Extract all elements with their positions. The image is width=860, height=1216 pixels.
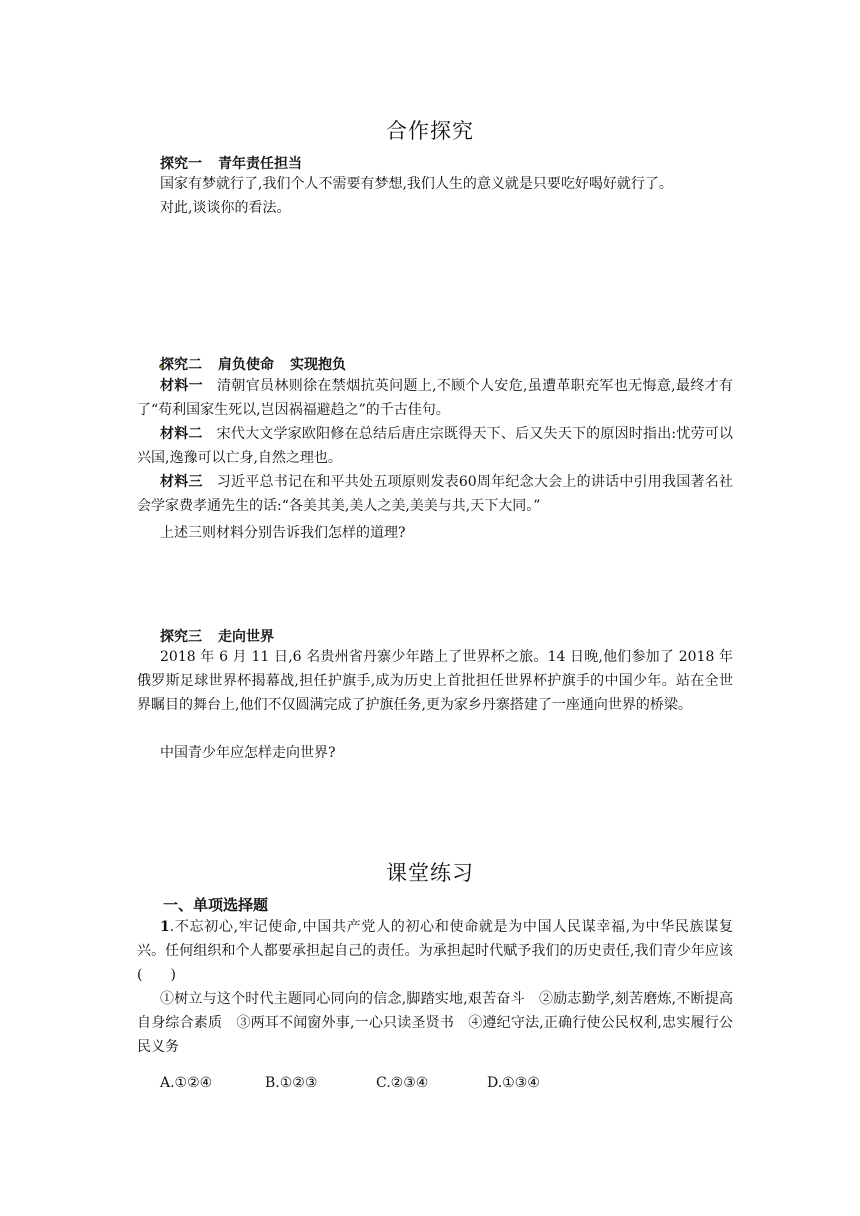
- inquiry2-heading: [160, 354, 346, 374]
- question-1-text: .不忘初心,牢记使命,中国共产党人的初心和使命就是为中国人民谋幸福,为中华民族谋复兴。任何组织和个人都要承担起自己的责任。为承担起时代赋予我们的历史责任,我们青少年应该( ): [137, 919, 733, 983]
- material-3-label: 材料三: [160, 474, 203, 490]
- material-2-label: 材料二: [160, 426, 203, 442]
- inquiry2-label: 探究二: [160, 357, 202, 373]
- question-1-statements: ①树立与这个时代主题同心同向的信念,脚踏实地,艰苦奋斗 ②励志勤学,刻苦磨炼,不断提高自身综合素质 ③两耳不闻窗外事,一心只读圣贤书 ④遵纪守法,正确行使公民权利,忠实履行公民义务: [137, 991, 733, 1055]
- inquiry1-text: 国家有梦就行了,我们个人不需要有梦想,我们人生的意义就是只要吃好喝好就行了。: [160, 176, 673, 192]
- question-1-stem: [137, 915, 733, 987]
- inquiry2-topic2: 实现抱负: [290, 357, 346, 373]
- material-3: [137, 470, 733, 518]
- question-1-options: [160, 1075, 540, 1091]
- question-1-number: 1: [160, 919, 170, 935]
- single-choice-heading: 一、单项选择题: [163, 896, 269, 914]
- inquiry3-heading: [160, 626, 274, 646]
- inquiry2-topic1: 肩负使命: [218, 357, 274, 373]
- inquiry1-label: 探究一: [160, 156, 202, 172]
- material-1-label: 材料一: [160, 378, 204, 394]
- option-d[interactable]: D.①③④: [487, 1075, 540, 1091]
- material-2: [137, 422, 733, 470]
- section-title-cooperative-inquiry: 合作探究: [386, 119, 474, 143]
- option-c[interactable]: C.②③④: [376, 1075, 429, 1091]
- inquiry3-question: 中国青少年应怎样走向世界?: [160, 745, 336, 761]
- inquiry1-topic: 青年责任担当: [218, 156, 302, 172]
- inquiry3-text: 2018 年 6 月 11 日,6 名贵州省丹寨少年踏上了世界杯之旅。14 日晚,他们参加了 2018 年俄罗斯足球世界杯揭幕战,担任护旗手,成为历史上首批担任世界杯护旗手的中国少年。站在全世界瞩目的舞台上,他们不仅圆满完成了护旗任务,更为家乡丹寨搭建了一座通向世界的桥梁。: [137, 649, 733, 713]
- inquiry1-heading: [160, 153, 302, 173]
- inquiry1-question: 对此,谈谈你的看法。: [160, 200, 291, 216]
- inquiry3-topic: 走向世界: [218, 629, 274, 645]
- option-b[interactable]: B.①②③: [265, 1075, 318, 1091]
- inquiry2-question: 上述三则材料分别告诉我们怎样的道理?: [160, 525, 406, 541]
- option-a[interactable]: A.①②④: [160, 1075, 213, 1091]
- inquiry3-label: 探究三: [160, 629, 202, 645]
- section-title-classroom-exercise: 课堂练习: [386, 861, 474, 885]
- material-3-text: 习近平总书记在和平共处五项原则发表60周年纪念大会上的讲话中引用我国著名社会学家费孝通先生的话:“各美其美,美人之美,美美与共,天下大同。”: [137, 474, 734, 514]
- material-2-text: 宋代大文学家欧阳修在总结后唐庄宗既得天下、后又失天下的原因时指出:忧劳可以兴国,逸豫可以亡身,自然之理也。: [137, 426, 733, 466]
- material-1: [137, 374, 733, 422]
- material-1-text: 清朝官员林则徐在禁烟抗英问题上,不顾个人安危,虽遭革职充军也无悔意,最终才有了“苟利国家生死以,岂因祸福避趋之”的千古佳句。: [137, 378, 733, 418]
